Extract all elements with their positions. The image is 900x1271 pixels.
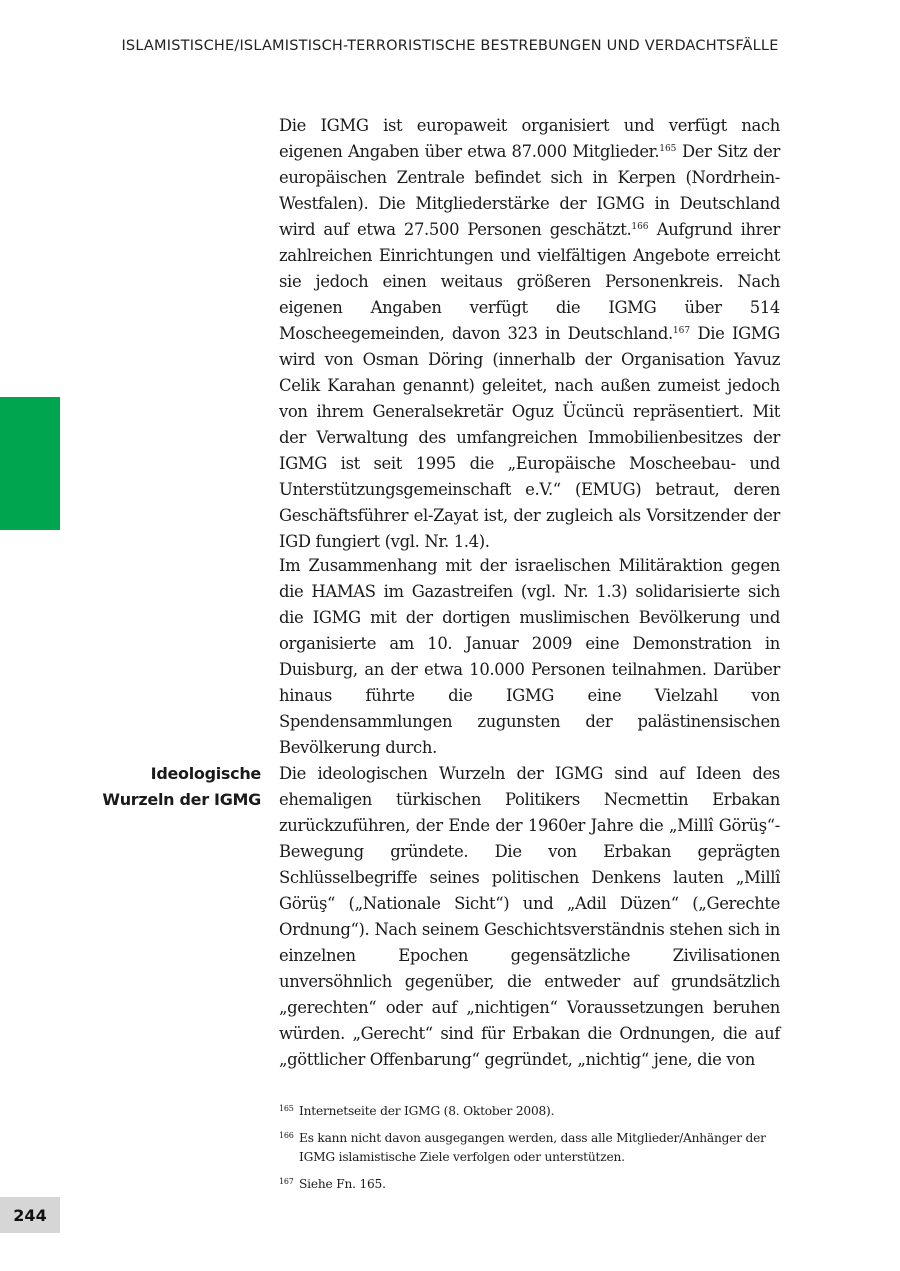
footnotes [279,1102,780,1202]
footnote-165 [279,1102,780,1121]
footnote-text: Siehe Fn. 165. [299,1177,386,1191]
marginal-heading-line-1: Ideologische [150,764,261,783]
footnote-ref-166[interactable]: 166 [631,222,649,232]
para3-text: Die ideologischen Wurzeln der IGMG sind auf Ideen des ehemaligen türkischen Politikers Necmettin Erbakan zurückzuführen, der Ende der 1960er Jahre die „Millî Görüş“-Bewegung gründete. Die von Erbakan geprägten Schlüsselbegriffe seines politischen Denkens lauten „Millî Görüş“ („Nationale Sicht“) und „Adil Düzen“ („Gerechte Ordnung“). Nach seinem Geschichtsverständnis stehen sich in einzelnen Epochen gegensätzliche Zivilisationen unversöhnlich gegenüber, die entweder auf grundsätzlich „gerechten“ oder auf „nichtigen“ Voraussetzungen beruhen würden. „Gerecht“ sind für Erbakan die Ordnungen, die auf „göttlicher Offenbarung“ gegründet, „nichtig“ jene, die von [279,764,780,1069]
footnote-text: Es kann nicht davon ausgegangen werden, dass alle Mitglieder/Anhänger der IGMG islamistische Ziele verfolgen oder unterstützen. [299,1131,766,1164]
para1-text-2: Der Sitz der europäischen Zentrale befindet sich in Kerpen (Nordrhein-Westfalen). Die Mitgliederstärke der IGMG in Deutschland wird auf etwa 27.500 Personen geschätzt. [279,142,780,239]
footnote-number: 165 [279,1104,294,1113]
section-tab [0,397,60,530]
marginal-heading-line-2: Wurzeln der IGMG [102,790,261,809]
body-paragraph-2 [279,553,780,761]
page-number: 244 [0,1197,60,1233]
para1-text-1: Die IGMG ist europaweit organisiert und verfügt nach eigenen Angaben über etwa 87.000 Mitglieder. [279,116,780,161]
footnote-ref-165[interactable]: 165 [659,144,677,154]
para2-text: Im Zusammenhang mit der israelischen Militäraktion gegen die HAMAS im Gazastreifen (vgl. Nr. 1.3) solidarisierte sich die IGMG mit der dortigen muslimischen Bevölkerung und organisierte am 10. Januar 2009 eine Demonstration in Duisburg, an der etwa 10.000 Personen teilnahmen. Darüber hinaus führte die IGMG eine Vielzahl von Spendensammlungen zugunsten der palästinensischen Bevölkerung durch. [279,556,780,757]
footnote-166 [279,1129,780,1167]
footnote-ref-167[interactable]: 167 [672,326,691,336]
body-paragraph-1 [279,113,780,555]
body-paragraph-3 [279,761,780,1073]
running-header: ISLAMISTISCHE/ISLAMISTISCH-TERRORISTISCHE BESTREBUNGEN UND VERDACHTSFÄLLE [121,38,779,54]
footnote-167 [279,1175,780,1194]
marginal-heading [80,761,261,813]
footnote-number: 166 [279,1131,294,1140]
footnote-number: 167 [279,1177,294,1186]
footnote-text: Internetseite der IGMG (8. Oktober 2008). [299,1104,555,1118]
para1-text-3: Aufgrund ihrer zahlreichen Einrichtungen und vielfältigen Angebote erreicht sie jedoch einen weitaus größeren Personenkreis. Nach eigenen Angaben verfügt die IGMG über 514 Moscheegemeinden, davon 323 in Deutschland. [279,220,780,343]
para1-text-4: Die IGMG wird von Osman Döring (innerhalb der Organisation Yavuz Celik Karahan genannt) geleitet, nach außen zumeist jedoch von ihrem Generalsekretär Oguz Ücüncü repräsentiert. Mit der Verwaltung des umfangreichen Immobilienbesitzes der IGMG ist seit 1995 die „Europäische Moscheebau- und Unterstützungsgemeinschaft e.V.“ (EMUG) betraut, deren Geschäftsführer el-Zayat ist, der zugleich als Vorsitzender der IGD fungiert (vgl. Nr. 1.4). [279,324,780,551]
